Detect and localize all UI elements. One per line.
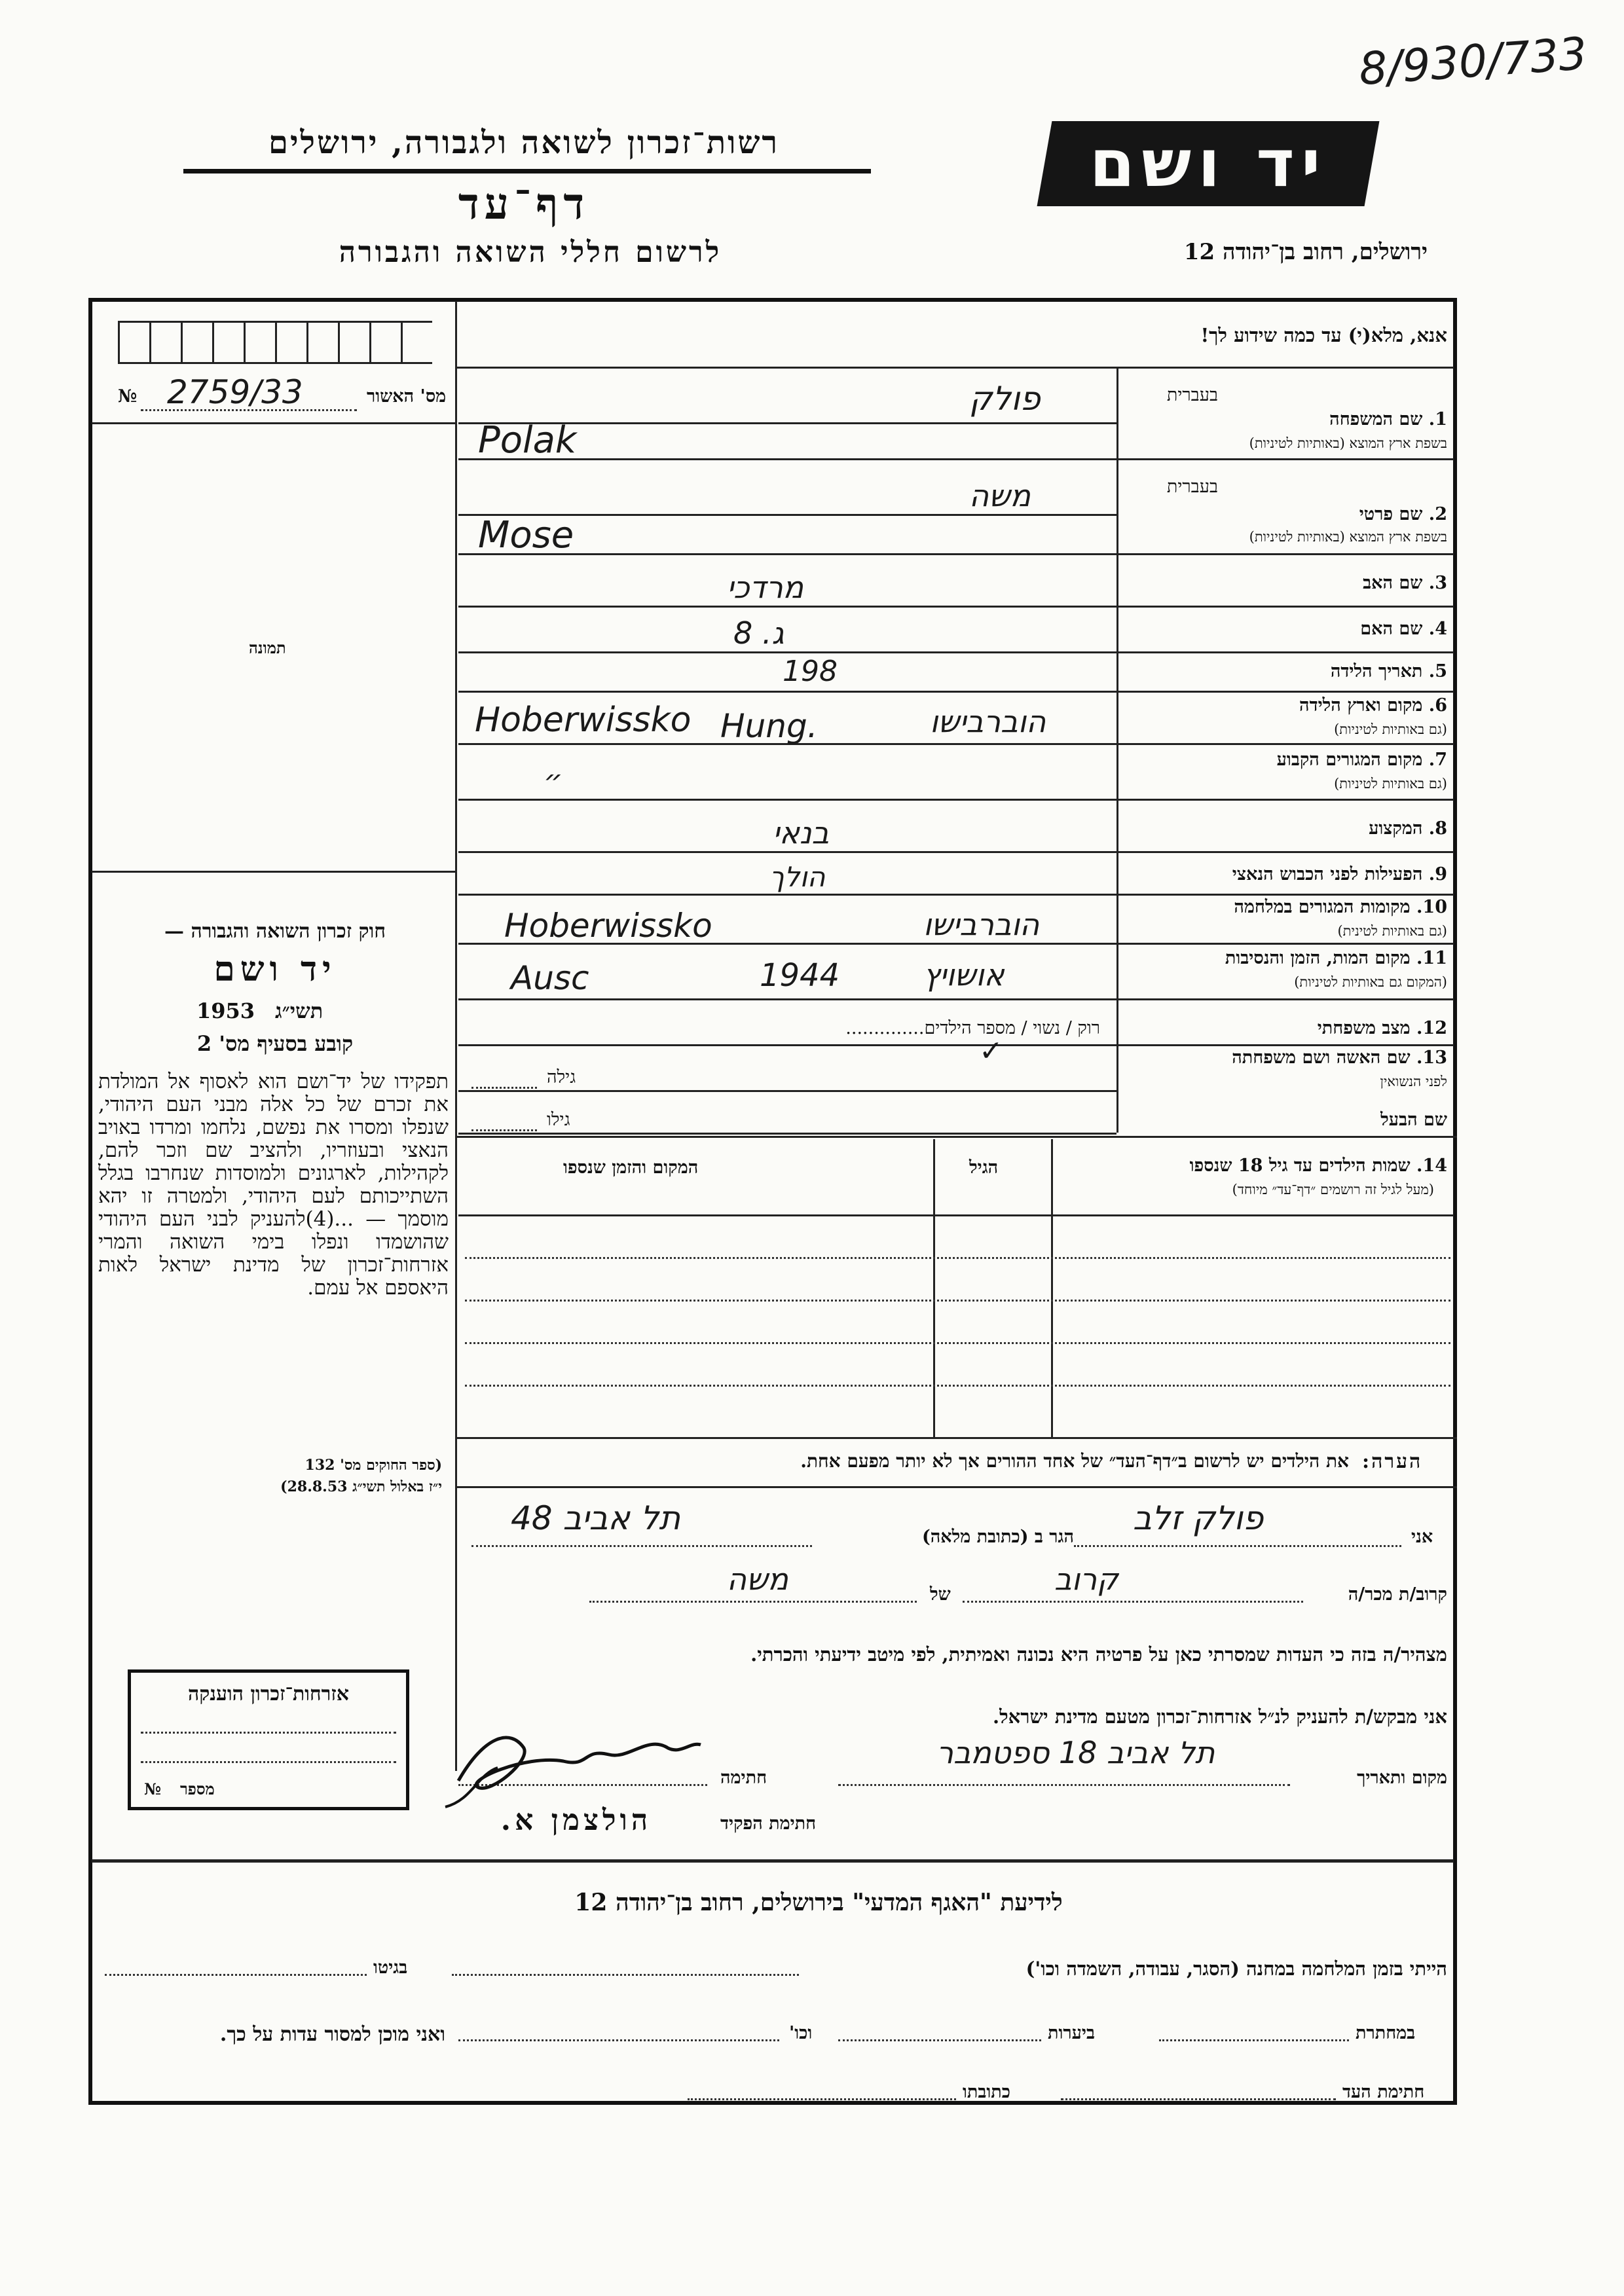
f7-sub: (גם באותיות לטיניות) bbox=[1334, 776, 1447, 792]
footer-etc-line bbox=[458, 2039, 779, 2041]
f13-label bbox=[1120, 1048, 1447, 1068]
value-line-husband bbox=[458, 1133, 1116, 1135]
children-col-divider-2 bbox=[933, 1139, 935, 1437]
f12-separator bbox=[1116, 1044, 1454, 1046]
logo-text: יד ושם bbox=[1089, 125, 1327, 202]
law-year: 1953 bbox=[196, 998, 255, 1023]
footer-ghetto-label: בגיטו bbox=[373, 1958, 408, 1978]
f3-label bbox=[1211, 573, 1447, 593]
f11-label bbox=[1120, 948, 1447, 968]
f3-value[interactable]: מרדכי bbox=[727, 570, 803, 605]
f11-hebrew-value[interactable]: אושויץ bbox=[923, 957, 1005, 993]
law-year-heb: תשי״ג bbox=[275, 998, 323, 1023]
f1-separator bbox=[1116, 458, 1454, 460]
citizenship-no-sign: № bbox=[144, 1779, 162, 1798]
footer-title: לידיעת "האגף המדעי" בירושלים, רחוב בן־יהודה 12 bbox=[574, 1889, 1063, 1916]
f2-num: 2. bbox=[1428, 504, 1447, 524]
left-column-divider bbox=[455, 301, 457, 1771]
f6-separator bbox=[1116, 743, 1454, 745]
footer-underground-label: במחתרת bbox=[1356, 2023, 1416, 2043]
f14-age-col: הגיל bbox=[969, 1157, 999, 1178]
f5-label-text: תאריך הלידה bbox=[1330, 661, 1423, 682]
declarant-of-value[interactable]: משה bbox=[727, 1561, 788, 1597]
authority-line: רשות־זכרון לשואה ולגבורה, ירושלים bbox=[268, 124, 780, 161]
place-date-label: מקום ותאריך bbox=[1357, 1768, 1447, 1788]
f4-label bbox=[1211, 619, 1447, 639]
f10-label-text: מקומות המגורים במלחמה bbox=[1234, 897, 1411, 917]
f7-value[interactable]: ״ bbox=[544, 763, 563, 798]
f1-label bbox=[1211, 409, 1447, 429]
note-text: את הילדים יש לרשום ב״דף־העד״ של אחד ההורים אך לא יותר מפעם אחת. bbox=[800, 1450, 1349, 1472]
f2-hebrew-value[interactable]: משה bbox=[969, 478, 1031, 513]
f9-value[interactable]: הולך bbox=[769, 861, 826, 893]
f4-label-text: שם האם bbox=[1360, 619, 1423, 639]
f4-num: 4. bbox=[1428, 619, 1447, 639]
footer-testify-text: ואני מוכן למסור עדות על כך. bbox=[219, 2023, 445, 2046]
label-column-divider bbox=[1116, 367, 1118, 1133]
footer-camp-line bbox=[452, 1974, 799, 1976]
f1-latin-value[interactable]: Polak bbox=[478, 419, 577, 462]
f8-separator bbox=[1116, 851, 1454, 853]
value-line-f9 bbox=[458, 894, 1116, 896]
f11-latin-value[interactable]: Ausc bbox=[511, 959, 589, 997]
place-date-line bbox=[838, 1784, 1290, 1786]
f6-num: 6. bbox=[1428, 695, 1447, 716]
f12-num: 12. bbox=[1416, 1018, 1447, 1038]
f11-label-text: מקום המות, הזמן והנסיבות bbox=[1225, 948, 1411, 968]
f14-sub: (מעל לגיל זה רושמים ״דף־עד״ מיוחד) bbox=[1232, 1182, 1434, 1197]
declarant-relation-label: קרוב/ת מכר/ה bbox=[1348, 1584, 1447, 1605]
children-row-4 bbox=[465, 1385, 1450, 1387]
f1-num: 1. bbox=[1428, 409, 1447, 429]
f13-num: 13. bbox=[1416, 1048, 1447, 1068]
f1-hebrew-value[interactable]: פולק bbox=[969, 380, 1041, 418]
footer-forests-line bbox=[838, 2039, 1041, 2041]
corner-archive-number: 8/930/733 bbox=[1357, 27, 1589, 96]
f2-tag: בעברית bbox=[1166, 477, 1218, 497]
law-heading: חוק זכרון השואה והגבורה — bbox=[164, 920, 386, 943]
photo-separator bbox=[92, 871, 455, 873]
f1-tag: בעברית bbox=[1166, 385, 1218, 405]
citizenship-title: אזרחות־זכרון הוענקה bbox=[187, 1683, 350, 1705]
f4-value[interactable]: ג. 8 bbox=[733, 615, 784, 651]
footer-address-label: כתובתו bbox=[963, 2082, 1010, 2102]
photo-label: תמונה bbox=[249, 638, 286, 657]
husband-label: שם הבעל bbox=[1380, 1110, 1447, 1130]
f10-latin-value[interactable]: Hoberwissko bbox=[504, 907, 712, 945]
f8-num: 8. bbox=[1428, 818, 1447, 839]
f6-sub: (גם באותיות לטיניות) bbox=[1334, 721, 1447, 737]
value-line-f8 bbox=[458, 851, 1116, 853]
declarant-of-label: של bbox=[930, 1584, 951, 1605]
declarant-relation-line bbox=[963, 1601, 1303, 1603]
value-line-f13 bbox=[458, 1090, 1116, 1092]
f13-age-label: גילה bbox=[547, 1067, 576, 1087]
officer-stamp: הולצמן א. bbox=[500, 1804, 652, 1837]
f2-latin-value[interactable]: Mose bbox=[478, 514, 574, 556]
law-ref1: (ספר החוקים מס' 132 bbox=[304, 1457, 442, 1474]
children-row-2 bbox=[465, 1300, 1450, 1302]
children-bottom bbox=[455, 1437, 1457, 1439]
approval-underline bbox=[141, 409, 357, 411]
footer-camp-label: הייתי בזמן המלחמה במחנה (הסגר, עבודה, השמדה וכו') bbox=[1025, 1958, 1447, 1980]
f3-num: 3. bbox=[1428, 573, 1447, 593]
declarant-address-value[interactable]: תל אביב 48 bbox=[511, 1499, 681, 1537]
f8-label-text: המקצוע bbox=[1369, 818, 1423, 839]
f11-num: 11. bbox=[1416, 948, 1447, 968]
f13-age-line bbox=[471, 1087, 537, 1089]
declarant-name-value[interactable]: פולק זלב bbox=[1133, 1499, 1264, 1537]
law-body: תפקידו של יד־ושם הוא לאסוף אל המולדת את זכרם של כל אלה מבני העם היהודי, שנפלו ומסרו את נפשם, נלחמו ומרדו באויב הנאצי ובעוזריו, ולהציב שם וזכר להם, לקהילות, לארגונים ולמוסדות שנחרבו בגלל השתייכותם לעם היהודי, ולמטרה זו יהא מוסמך — ...(4)להעניק לבני העם היהודי שהושמדו ונפלו בימי השואה והמרי אזרחות־זכרון של מדינת ישראל לאות היאספם אל עמם. bbox=[98, 1070, 449, 1300]
children-header-separator bbox=[458, 1214, 1454, 1216]
f3-separator bbox=[1116, 606, 1454, 608]
footer-forests-label: ביערות bbox=[1048, 2023, 1096, 2043]
f2-label bbox=[1211, 504, 1447, 524]
f5-value[interactable]: 198 bbox=[783, 655, 838, 688]
note-separator bbox=[455, 1486, 1457, 1488]
place-date-value[interactable]: תל אביב 18 ספטמבר bbox=[936, 1735, 1215, 1770]
f6-latin-value[interactable]: Hoberwissko bbox=[475, 701, 692, 740]
fill-instruction: אנא, מלא(י) עד כמה שידוע לך! bbox=[1200, 324, 1447, 346]
approval-no-sign: № bbox=[118, 386, 138, 407]
citizenship-line-2 bbox=[141, 1761, 396, 1763]
f10-hebrew-value[interactable]: הוברבישו bbox=[923, 907, 1040, 942]
request-text: אני מבקש/ת להעניק לנ״ל אזרחות־זכרון מטעם מדינת ישראל. bbox=[993, 1705, 1447, 1728]
footer-witness-sign-line bbox=[1061, 2098, 1336, 2100]
f12-check[interactable]: ✓ bbox=[979, 1034, 1003, 1068]
f9-num: 9. bbox=[1428, 864, 1447, 884]
f9-label bbox=[1120, 864, 1447, 884]
value-line-f11 bbox=[458, 998, 1116, 1000]
f6-label-text: מקום וארץ הלידה bbox=[1299, 695, 1423, 716]
value-line-f7 bbox=[458, 799, 1116, 801]
f10-separator bbox=[1116, 943, 1454, 945]
f8-value[interactable]: בנאי bbox=[773, 815, 830, 850]
officer-label: חתימת הפקיד bbox=[720, 1813, 817, 1834]
footer-address-line bbox=[688, 2098, 956, 2100]
f7-label-text: מקום המגורים הקבוע bbox=[1276, 750, 1423, 770]
citizenship-line-1 bbox=[141, 1732, 396, 1734]
law-name: יד ושם bbox=[213, 949, 337, 989]
declarant-i-label: אני bbox=[1411, 1527, 1433, 1547]
f14-label-text: שמות הילדים עד גיל 18 שנספו bbox=[1189, 1156, 1411, 1176]
f14-num: 14. bbox=[1416, 1156, 1447, 1176]
f10-sub: (גם באותיות לטינית) bbox=[1337, 923, 1447, 939]
declarant-of-line bbox=[589, 1601, 917, 1603]
f12-label bbox=[1211, 1018, 1447, 1038]
instruction-separator bbox=[455, 367, 1454, 369]
value-line-f12 bbox=[458, 1044, 1116, 1046]
f14-label bbox=[1048, 1156, 1447, 1176]
approval-separator bbox=[92, 422, 455, 424]
f6-hebrew-value[interactable]: הוברבישו bbox=[930, 704, 1046, 739]
husband-age-label: גילו bbox=[547, 1110, 570, 1130]
f5-label bbox=[1211, 661, 1447, 682]
f1-sub: בשפת ארץ המוצא (באותיות לטיניות) bbox=[1249, 435, 1447, 451]
signature-label: חתימה bbox=[720, 1768, 767, 1788]
value-line-f4 bbox=[458, 651, 1116, 653]
f6-label bbox=[1172, 695, 1447, 716]
approval-label: מס' האשור bbox=[367, 386, 447, 407]
f5-separator bbox=[1116, 691, 1454, 693]
law-ref2: י״ז באלול תשי״ג 28.8.53) bbox=[280, 1478, 442, 1495]
footer-ghetto-line bbox=[105, 1974, 367, 1976]
law-section: קובע בסעיף מס' 2 bbox=[196, 1031, 354, 1056]
f5-num: 5. bbox=[1428, 661, 1447, 682]
footer-underground-line bbox=[1159, 2039, 1349, 2041]
footer-separator bbox=[92, 1859, 1454, 1863]
declaration-text: מצהיר/ה בזה כי העדות שמסרתי כאן על פרטיה היא נכונה ואמיתית, לפי מיטב ידיעתי והכרתי. bbox=[750, 1643, 1447, 1666]
children-row-1 bbox=[465, 1257, 1450, 1259]
declarant-address-label: הגר ב (כתובת מלאה) bbox=[921, 1527, 1074, 1547]
f11-year-value[interactable]: 1944 bbox=[760, 957, 840, 994]
logo-address: ירושלים, רחוב בן־יהודה 12 bbox=[1183, 239, 1428, 265]
approval-ticks bbox=[118, 321, 432, 364]
f12-options: רוק / נשוי / מספר הילדים.............. bbox=[845, 1018, 1100, 1038]
value-line-f5 bbox=[458, 691, 1116, 693]
declarant-name-line bbox=[1074, 1545, 1401, 1547]
f10-label bbox=[1120, 897, 1447, 917]
children-col-divider-1 bbox=[1051, 1139, 1053, 1437]
f10-num: 10. bbox=[1416, 897, 1447, 917]
declarant-signature bbox=[432, 1709, 707, 1813]
approval-number: 2759/33 bbox=[167, 373, 303, 411]
f2-separator bbox=[1116, 553, 1454, 555]
f8-label bbox=[1211, 818, 1447, 839]
f7-separator bbox=[1116, 799, 1454, 801]
f11-separator bbox=[1116, 998, 1454, 1000]
declarant-relation-value[interactable]: קרוב bbox=[1054, 1561, 1118, 1597]
footer-witness-sign-label: חתימת העד bbox=[1342, 2082, 1425, 2102]
f13-bottom-separator bbox=[455, 1136, 1457, 1138]
f7-num: 7. bbox=[1428, 750, 1447, 770]
f4-separator bbox=[1116, 651, 1454, 653]
declarant-address-line bbox=[471, 1545, 812, 1547]
f9-separator bbox=[1116, 894, 1454, 896]
f6-country-value[interactable]: Hung. bbox=[720, 707, 818, 745]
authority-underline bbox=[183, 169, 871, 173]
citizenship-number-label: מספר bbox=[180, 1779, 215, 1798]
f7-label bbox=[1172, 750, 1447, 770]
husband-age-line bbox=[471, 1129, 537, 1131]
value-line-f3 bbox=[458, 606, 1116, 608]
f1-label-text: שם המשפחה bbox=[1329, 409, 1423, 429]
f14-place-col: המקום והזמן שנספו bbox=[563, 1157, 699, 1178]
f9-label-text: הפעילות לפני הכבוש הנאצי bbox=[1232, 864, 1423, 884]
form-subtitle: לרשום חללי השואה והגבורה bbox=[339, 236, 722, 269]
f13-sub: לפני הנשואין bbox=[1380, 1074, 1447, 1089]
children-row-3 bbox=[465, 1342, 1450, 1344]
f2-sub: בשפת ארץ המוצא (באותיות לטיניות) bbox=[1249, 529, 1447, 545]
f3-label-text: שם האב bbox=[1363, 573, 1423, 593]
f2-label-text: שם פרטי bbox=[1359, 504, 1423, 524]
footer-etc-label: וכו' bbox=[789, 2023, 813, 2043]
f12-label-text: מצב משפחתי bbox=[1317, 1018, 1411, 1038]
form-title: דף־עד bbox=[458, 178, 590, 229]
note-label: הערה: bbox=[1362, 1450, 1423, 1473]
f11-sub: (המקום גם באותיות לטיניות) bbox=[1294, 974, 1447, 990]
f13-label-text: שם האשה ושם משפחתה bbox=[1232, 1048, 1411, 1068]
